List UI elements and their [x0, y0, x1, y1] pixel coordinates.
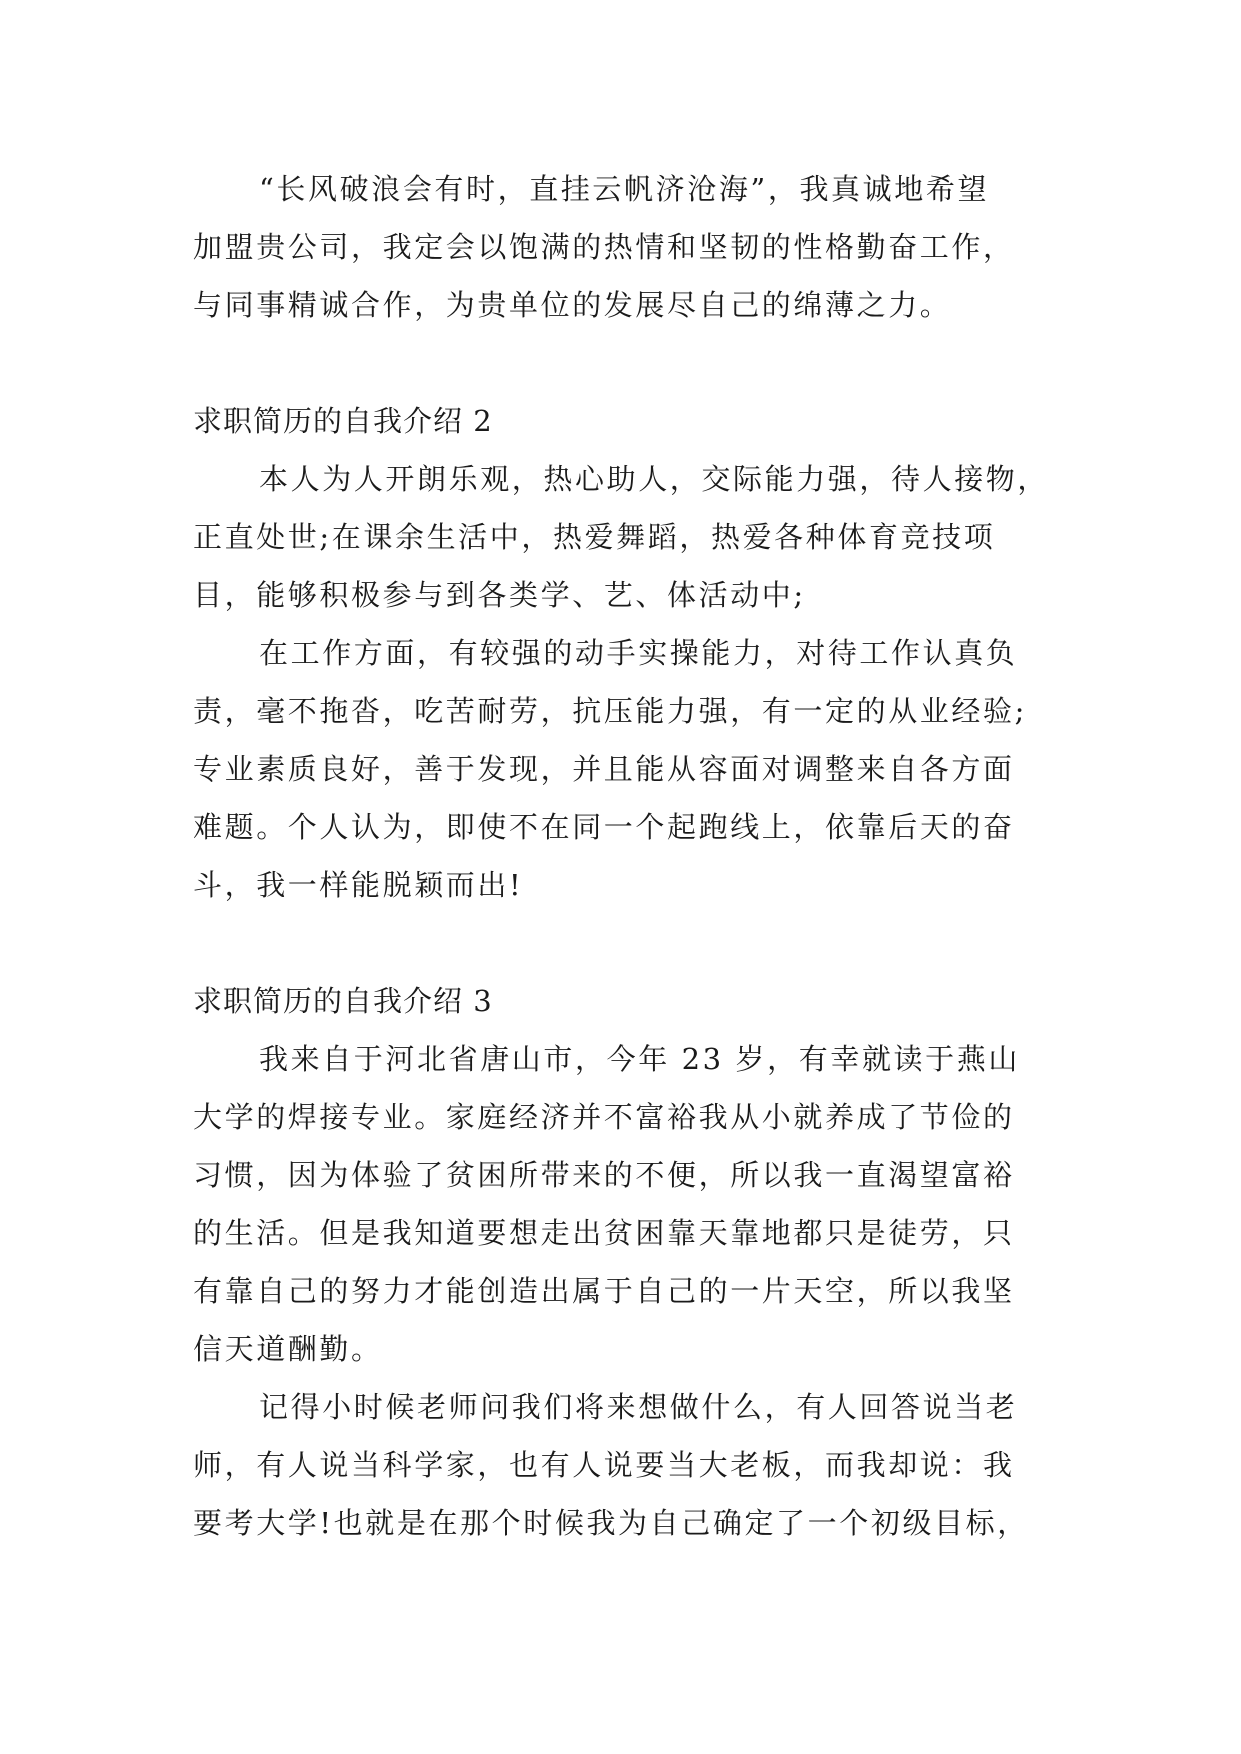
- document-body: [193, 160, 1051, 1552]
- section3-paragraph-2: [193, 1378, 1051, 1552]
- closing-paragraph: [193, 160, 1051, 334]
- paragraph-line: 习惯，因为体验了贫困所带来的不便，所以我一直渴望富裕: [193, 1158, 1015, 1192]
- paragraph-line: “长风破浪会有时，直挂云帆济沧海”，我真诚地希望: [259, 172, 990, 206]
- paragraph-line: 记得小时候老师问我们将来想做什么，有人回答说当老: [259, 1390, 1018, 1424]
- paragraph-line: 要考大学!也就是在那个时候我为自己确定了一个初级目标，: [193, 1506, 1029, 1540]
- paragraph-line: 我来自于河北省唐山市，今年 23 岁，有幸就读于燕山: [259, 1042, 1020, 1076]
- section-heading-2: 求职简历的自我介绍 2: [193, 404, 493, 438]
- paragraph-line: 信天道酬勤。: [193, 1332, 383, 1366]
- paragraph-line: 目，能够积极参与到各类学、艺、体活动中;: [193, 578, 806, 612]
- section-spacer: [193, 914, 1051, 972]
- paragraph-line: 责，毫不拖沓，吃苦耐劳，抗压能力强，有一定的从业经验;: [193, 694, 1027, 728]
- paragraph-line: 专业素质良好，善于发现，并且能从容面对调整来自各方面: [193, 752, 1015, 786]
- section2-paragraph-2: [193, 624, 1051, 914]
- section2-paragraph-1: [193, 450, 1051, 624]
- section-spacer: [193, 334, 1051, 392]
- paragraph-line: 的生活。但是我知道要想走出贫困靠天靠地都只是徒劳，只: [193, 1216, 1015, 1250]
- paragraph-line: 正直处世;在课余生活中，热爱舞蹈，热爱各种体育竞技项: [193, 520, 996, 554]
- section3-paragraph-1: [193, 1030, 1051, 1378]
- paragraph-line: 大学的焊接专业。家庭经济并不富裕我从小就养成了节俭的: [193, 1100, 1015, 1134]
- paragraph-line: 在工作方面，有较强的动手实操能力，对待工作认真负: [259, 636, 1018, 670]
- paragraph-line: 斗，我一样能脱颖而出!: [193, 868, 524, 902]
- paragraph-line: 有靠自己的努力才能创造出属于自己的一片天空，所以我坚: [193, 1274, 1015, 1308]
- paragraph-line: 加盟贵公司，我定会以饱满的热情和坚韧的性格勤奋工作，: [193, 230, 1015, 264]
- paragraph-line: 本人为人开朗乐观，热心助人，交际能力强，待人接物，: [259, 462, 1050, 496]
- paragraph-line: 难题。个人认为，即使不在同一个起跑线上，依靠后天的奋: [193, 810, 1015, 844]
- paragraph-line: 与同事精诚合作，为贵单位的发展尽自己的绵薄之力。: [193, 288, 952, 322]
- paragraph-line: 师，有人说当科学家，也有人说要当大老板，而我却说：我: [193, 1448, 1015, 1482]
- section-heading-3: 求职简历的自我介绍 3: [193, 984, 493, 1018]
